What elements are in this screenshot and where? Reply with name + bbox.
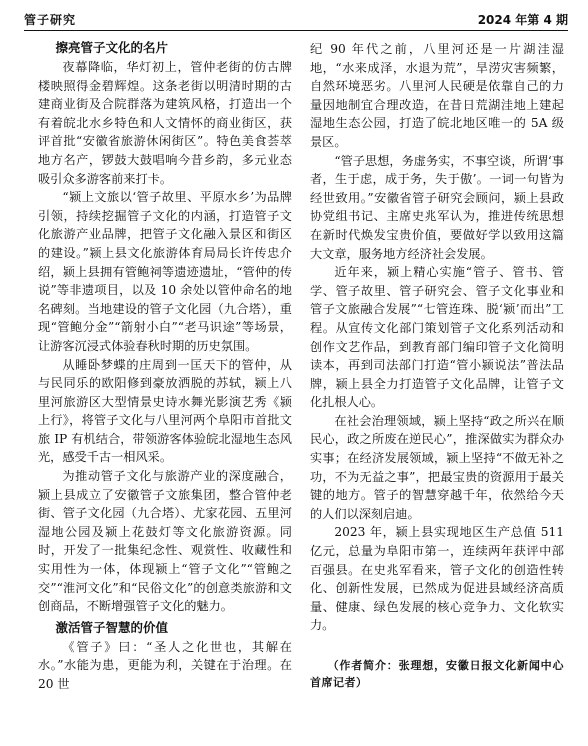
paragraph: 从睡卧梦蝶的庄周到一匡天下的管仲，从与民同乐的欧阳修到豪放洒脱的苏轼，颍上八里河旅游区大型情景史诗水舞光影演艺秀《颍上行》，将管子文化与八里河两个阜阳市首批文旅 IP 有机结合，带领游客体验皖北湿地生态风光，感受千古一相风采。 xyxy=(38,357,292,465)
left-column xyxy=(38,38,292,740)
paragraph-continued: 纪 90 年代之前，八里河还是一片湖洼湿地，“水来成泽，水退为荒”，旱涝灾害频繁，自然环境恶劣。八里河人民硬是依靠自己的力量因地制宜合理改造，在昔日荒湖洼地上建起湿地生态公园，打造了皖北地区唯一的 5A 级景区。 xyxy=(310,42,564,149)
section-heading-2: 激活管子智慧的价值 xyxy=(55,619,169,635)
section-heading-1: 擦亮管子文化的名片 xyxy=(55,40,169,55)
paragraph: 《管子》曰：“圣人之化世也，其解在水。”水能为患，更能为利，关键在于治理。在 20 世 xyxy=(38,639,292,691)
paragraph: 为推动管子文化与旅游产业的深度融合，颍上县成立了安徽管子文旅集团，整合管仲老街、管子文化园（九合塔）、尤家花园、五里河湿地公园及颍上花鼓灯等文化旅游资源。同时，开发了一批集纪念性、观赏性、收藏性和实用性为一体，体现颍上“管子文化”“管鲍之交”“淮河文化”和“民俗文化”的创意类旅游和文创商品，不断增强管子文化的魅力。 xyxy=(38,469,292,614)
paragraph: 2023 年，颍上县实现地区生产总值 511 亿元，总量为阜阳市第一，连续两年获评中部百强县。在史兆军看来，管子文化的创造性转化、创新性发展，已然成为促进县域经济高质量、健康、绿色发展的核心竞争力、文化软实力。 xyxy=(310,525,564,633)
paragraph: 在社会治理领域，颍上坚持“政之所兴在顺民心，政之所废在逆民心”，推深做实为群众办实事；在经济发展领域，颍上坚持“不做无补之功，不为无益之事”，把最宝贵的资源用于最关键的地方。管子的智慧穿越千年，依然给今天的人们以深刻启迪。 xyxy=(310,413,564,521)
paragraph: 近年来，颍上精心实施“管子、管书、管学、管子故里、管子研究会、管子文化事业和管子文旅融合发展”“七管连珠、脱‘颍’而出”工程。从宣传文化部门策划管子文化系列活动和创作文艺作品，到教育部门编印管子文化简明读本，再到司法部门打造“管小颍说法”普法品牌，颍上县全力打造管子文化品牌，让管子文化扎根人心。 xyxy=(310,265,564,410)
right-column xyxy=(310,40,564,740)
author-bio: （作者简介：张理想，安徽日报文化新闻中心首席记者） xyxy=(310,659,564,689)
issue-number: 2024 年第 4 期 xyxy=(477,13,568,27)
paragraph: 夜幕降临，华灯初上，管仲老街的仿古牌楼映照得金碧辉煌。这条老街以明清时期的古建商业街及合院群落为建筑风格，打造出一个有着皖北水乡特色和人文情怀的商业街区，获评首批“安徽省旅游休闲街区”。特色美食荟萃地方名产，锣鼓大鼓唱响今昔乡韵，多元业态吸引众多游客前来打卡。 xyxy=(38,60,292,186)
journal-title: 管子研究 xyxy=(24,13,77,27)
paragraph: “颍上文旅以‘管子故里、平原水乡’为品牌引领，持续挖掘管子文化的内涵，打造管子文化旅游产业品牌，把管子文化融入景区和街区的建设。”颍上县文化旅游体育局局长许传忠介绍，颍上县拥有管鲍祠等遗迹遗址，“管仲的传说”等非遗项目，以及 10 余处以管仲命名的地名碑刻。当地建设的管子文化园（九合塔），重现“管鲍分金”“箭射小白”“老马识途”等场景，让游客沉浸式体验春秋时期的历史氛围。 xyxy=(38,190,292,353)
paragraph: “管子思想，务虚务实，不事空谈，所谓‘事者，生于虑，成于务，失于傲’。一词一句皆为经世致用。”安徽省管子研究会顾问，颍上县政协党组书记、主席史兆军认为，推进传统思想在新时代焕发宝贵价值，要做好学以致用这篇大文章，服务地方经济社会发展。 xyxy=(310,153,564,261)
running-header xyxy=(24,6,568,31)
